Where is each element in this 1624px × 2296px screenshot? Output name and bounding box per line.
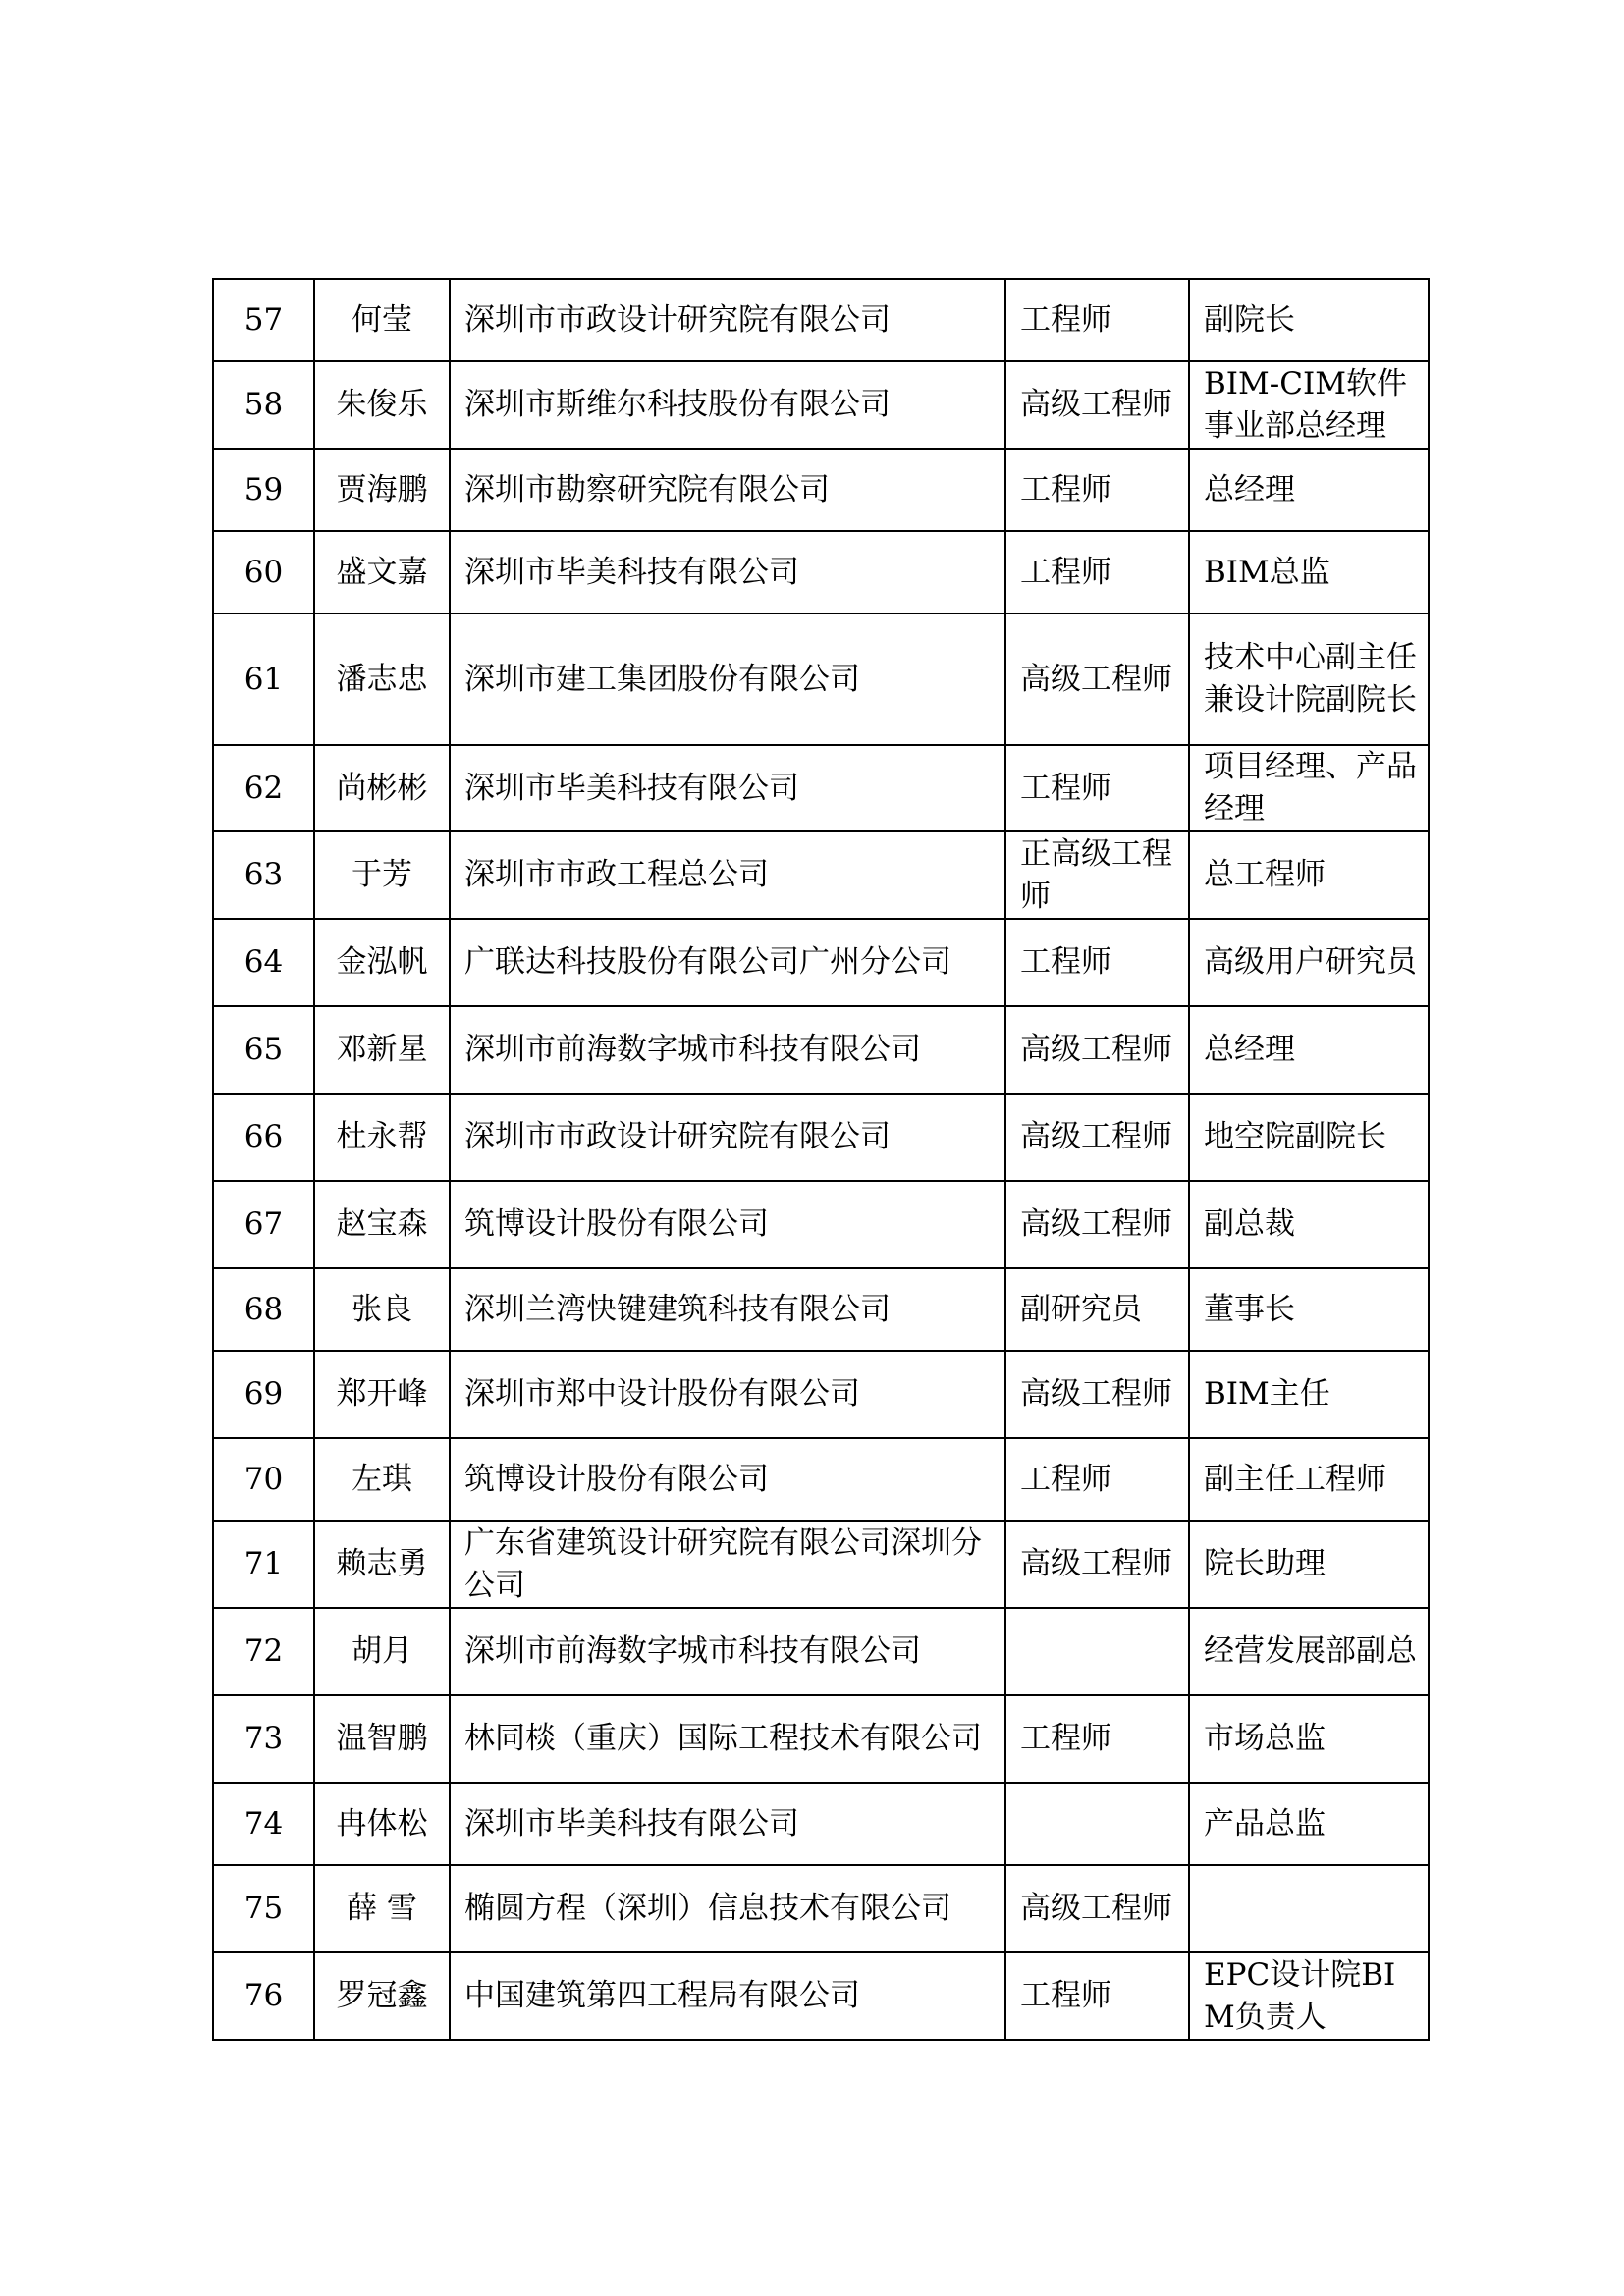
row-number-cell: 63	[213, 831, 314, 919]
professional-title-cell: 高级工程师	[1005, 361, 1189, 449]
organization-cell: 深圳市市政设计研究院有限公司	[450, 279, 1005, 361]
person-name-cell: 杜永帮	[314, 1094, 450, 1181]
row-number-cell: 68	[213, 1268, 314, 1351]
professional-title-cell: 高级工程师	[1005, 614, 1189, 745]
professional-title-cell: 工程师	[1005, 745, 1189, 831]
person-name-cell: 邓新星	[314, 1006, 450, 1094]
job-position-cell: BIM主任	[1189, 1351, 1429, 1438]
job-position-cell: 总工程师	[1189, 831, 1429, 919]
row-number-cell: 69	[213, 1351, 314, 1438]
table-row	[213, 614, 1429, 745]
person-name-cell: 张良	[314, 1268, 450, 1351]
job-position-cell: 副总裁	[1189, 1181, 1429, 1268]
professional-title-cell: 高级工程师	[1005, 1521, 1189, 1608]
organization-cell: 林同棪（重庆）国际工程技术有限公司	[450, 1695, 1005, 1783]
organization-cell: 广联达科技股份有限公司广州分公司	[450, 919, 1005, 1006]
row-number-cell: 60	[213, 531, 314, 614]
row-number-cell: 64	[213, 919, 314, 1006]
job-position-cell: 副院长	[1189, 279, 1429, 361]
table-row	[213, 1521, 1429, 1608]
professional-title-cell: 工程师	[1005, 279, 1189, 361]
job-position-cell: 高级用户研究员	[1189, 919, 1429, 1006]
row-number-cell: 57	[213, 279, 314, 361]
professional-title-cell: 高级工程师	[1005, 1181, 1189, 1268]
organization-cell: 广东省建筑设计研究院有限公司深圳分公司	[450, 1521, 1005, 1608]
job-position-cell: 地空院副院长	[1189, 1094, 1429, 1181]
person-name-cell: 温智鹏	[314, 1695, 450, 1783]
personnel-table	[212, 278, 1430, 2041]
organization-cell: 深圳市勘察研究院有限公司	[450, 449, 1005, 531]
row-number-cell: 72	[213, 1608, 314, 1695]
table-row	[213, 449, 1429, 531]
table-row	[213, 1351, 1429, 1438]
table-row	[213, 361, 1429, 449]
row-number-cell: 59	[213, 449, 314, 531]
job-position-cell: 院长助理	[1189, 1521, 1429, 1608]
person-name-cell: 金泓帆	[314, 919, 450, 1006]
row-number-cell: 71	[213, 1521, 314, 1608]
professional-title-cell: 高级工程师	[1005, 1006, 1189, 1094]
job-position-cell	[1189, 1865, 1429, 1952]
person-name-cell: 胡月	[314, 1608, 450, 1695]
professional-title-cell: 工程师	[1005, 531, 1189, 614]
person-name-cell: 盛文嘉	[314, 531, 450, 614]
person-name-cell: 薛 雪	[314, 1865, 450, 1952]
professional-title-cell: 工程师	[1005, 1695, 1189, 1783]
table-row	[213, 1181, 1429, 1268]
person-name-cell: 赖志勇	[314, 1521, 450, 1608]
job-position-cell: 副主任工程师	[1189, 1438, 1429, 1521]
table-row	[213, 1952, 1429, 2040]
organization-cell: 筑博设计股份有限公司	[450, 1438, 1005, 1521]
organization-cell: 深圳市斯维尔科技股份有限公司	[450, 361, 1005, 449]
professional-title-cell: 副研究员	[1005, 1268, 1189, 1351]
job-position-cell: 产品总监	[1189, 1783, 1429, 1865]
job-position-cell: 项目经理、产品经理	[1189, 745, 1429, 831]
table-row	[213, 1094, 1429, 1181]
table-row	[213, 745, 1429, 831]
table-row	[213, 531, 1429, 614]
row-number-cell: 75	[213, 1865, 314, 1952]
professional-title-cell: 高级工程师	[1005, 1094, 1189, 1181]
table-row	[213, 1006, 1429, 1094]
table-row	[213, 279, 1429, 361]
row-number-cell: 67	[213, 1181, 314, 1268]
professional-title-cell: 高级工程师	[1005, 1865, 1189, 1952]
table-row	[213, 1865, 1429, 1952]
organization-cell: 深圳市毕美科技有限公司	[450, 745, 1005, 831]
row-number-cell: 58	[213, 361, 314, 449]
table-row	[213, 1695, 1429, 1783]
organization-cell: 椭圆方程（深圳）信息技术有限公司	[450, 1865, 1005, 1952]
person-name-cell: 何莹	[314, 279, 450, 361]
professional-title-cell: 工程师	[1005, 1952, 1189, 2040]
organization-cell: 深圳市建工集团股份有限公司	[450, 614, 1005, 745]
row-number-cell: 76	[213, 1952, 314, 2040]
person-name-cell: 贾海鹏	[314, 449, 450, 531]
professional-title-cell	[1005, 1783, 1189, 1865]
organization-cell: 深圳市市政工程总公司	[450, 831, 1005, 919]
job-position-cell: 经营发展部副总	[1189, 1608, 1429, 1695]
row-number-cell: 65	[213, 1006, 314, 1094]
job-position-cell: 市场总监	[1189, 1695, 1429, 1783]
table-row	[213, 831, 1429, 919]
organization-cell: 深圳市毕美科技有限公司	[450, 531, 1005, 614]
professional-title-cell: 工程师	[1005, 449, 1189, 531]
row-number-cell: 66	[213, 1094, 314, 1181]
table-row	[213, 919, 1429, 1006]
job-position-cell: BIM-CIM软件事业部总经理	[1189, 361, 1429, 449]
person-name-cell: 潘志忠	[314, 614, 450, 745]
person-name-cell: 尚彬彬	[314, 745, 450, 831]
row-number-cell: 74	[213, 1783, 314, 1865]
organization-cell: 深圳市郑中设计股份有限公司	[450, 1351, 1005, 1438]
person-name-cell: 郑开峰	[314, 1351, 450, 1438]
table-row	[213, 1438, 1429, 1521]
organization-cell: 深圳兰湾快键建筑科技有限公司	[450, 1268, 1005, 1351]
table-row	[213, 1268, 1429, 1351]
professional-title-cell	[1005, 1608, 1189, 1695]
personnel-table-body	[213, 279, 1429, 2040]
job-position-cell: EPC设计院BIM负责人	[1189, 1952, 1429, 2040]
job-position-cell: 总经理	[1189, 1006, 1429, 1094]
professional-title-cell: 工程师	[1005, 1438, 1189, 1521]
person-name-cell: 冉体松	[314, 1783, 450, 1865]
person-name-cell: 左琪	[314, 1438, 450, 1521]
professional-title-cell: 正高级工程师	[1005, 831, 1189, 919]
table-row	[213, 1783, 1429, 1865]
job-position-cell: 总经理	[1189, 449, 1429, 531]
row-number-cell: 61	[213, 614, 314, 745]
professional-title-cell: 高级工程师	[1005, 1351, 1189, 1438]
row-number-cell: 62	[213, 745, 314, 831]
organization-cell: 中国建筑第四工程局有限公司	[450, 1952, 1005, 2040]
job-position-cell: 技术中心副主任兼设计院副院长	[1189, 614, 1429, 745]
row-number-cell: 70	[213, 1438, 314, 1521]
person-name-cell: 赵宝森	[314, 1181, 450, 1268]
person-name-cell: 朱俊乐	[314, 361, 450, 449]
table-row	[213, 1608, 1429, 1695]
person-name-cell: 罗冠鑫	[314, 1952, 450, 2040]
row-number-cell: 73	[213, 1695, 314, 1783]
job-position-cell: BIM总监	[1189, 531, 1429, 614]
organization-cell: 深圳市市政设计研究院有限公司	[450, 1094, 1005, 1181]
job-position-cell: 董事长	[1189, 1268, 1429, 1351]
organization-cell: 筑博设计股份有限公司	[450, 1181, 1005, 1268]
organization-cell: 深圳市前海数字城市科技有限公司	[450, 1006, 1005, 1094]
person-name-cell: 于芳	[314, 831, 450, 919]
organization-cell: 深圳市前海数字城市科技有限公司	[450, 1608, 1005, 1695]
professional-title-cell: 工程师	[1005, 919, 1189, 1006]
organization-cell: 深圳市毕美科技有限公司	[450, 1783, 1005, 1865]
